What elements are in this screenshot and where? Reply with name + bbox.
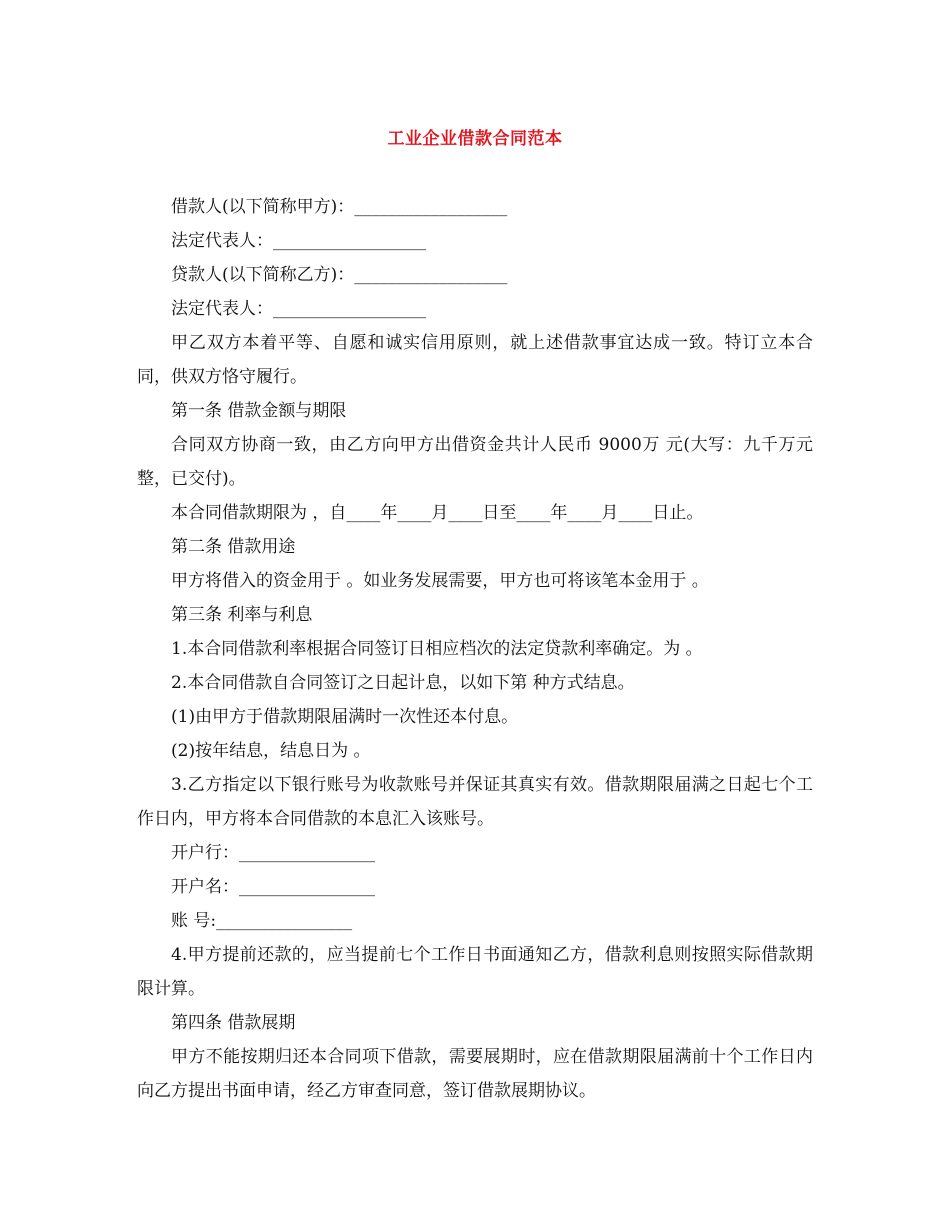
paragraph-borrower-representative: 法定代表人：__________________ [171, 231, 426, 251]
paragraph-account: 3.乙方指定以下银行账号为收款账号并保证其真实有效。借款期限届满之日起七个工作日内，甲方将本合同借款的本息汇入该账号。 [137, 775, 813, 829]
paragraph-term: 本合同借款期限为 ，自____年____月____日至____年____月____日止。 [171, 503, 704, 523]
paragraph-amount: 合同双方协商一致，由乙方向甲方出借资金共计人民币 9000万 元(大写：九千万元整，已交付)。 [137, 435, 813, 489]
section-heading-1: 第一条 借款金额与期限 [171, 401, 347, 421]
paragraph-option-2: (2)按年结息，结息日为 。 [171, 741, 371, 761]
section-heading-2: 第二条 借款用途 [171, 537, 296, 557]
section-heading-4: 第四条 借款展期 [171, 1013, 296, 1033]
section-heading-3: 第三条 利率与利息 [171, 605, 313, 625]
paragraph-rate: 1.本合同借款利率根据合同签订日相应档次的法定贷款利率确定。为 。 [171, 639, 703, 659]
paragraph-intro: 甲乙双方本着平等、自愿和诚实信用原则，就上述借款事宜达成一致。特订立本合同，供双方恪守履行。 [137, 333, 813, 387]
document-body [137, 190, 813, 1108]
paragraph-bank-name: 开户行：________________ [171, 843, 375, 863]
paragraph-lender-representative: 法定代表人：__________________ [171, 299, 426, 319]
document-title: 工业企业借款合同范本 [387, 129, 563, 149]
paragraph-lender: 贷款人(以下简称乙方)：__________________ [171, 265, 508, 285]
paragraph-interest-method: 2.本合同借款自合同签订之日起计息，以如下第 种方式结息。 [171, 673, 635, 693]
paragraph-account-number: 账 号:________________ [171, 911, 353, 931]
paragraph-option-1: (1)由甲方于借款期限届满时一次性还本付息。 [171, 707, 519, 727]
paragraph-early-repayment: 4.甲方提前还款的，应当提前七个工作日书面通知乙方，借款利息则按照实际借款期限计算。 [137, 945, 813, 999]
paragraph-purpose: 甲方将借入的资金用于 。如业务发展需要，甲方也可将该笔本金用于 。 [171, 571, 709, 591]
paragraph-borrower: 借款人(以下简称甲方)：__________________ [171, 197, 508, 217]
paragraph-extension: 甲方不能按期归还本合同项下借款，需要展期时，应在借款期限届满前十个工作日内向乙方提出书面申请，经乙方审查同意，签订借款展期协议。 [137, 1047, 813, 1101]
paragraph-account-name: 开户名：________________ [171, 877, 375, 897]
